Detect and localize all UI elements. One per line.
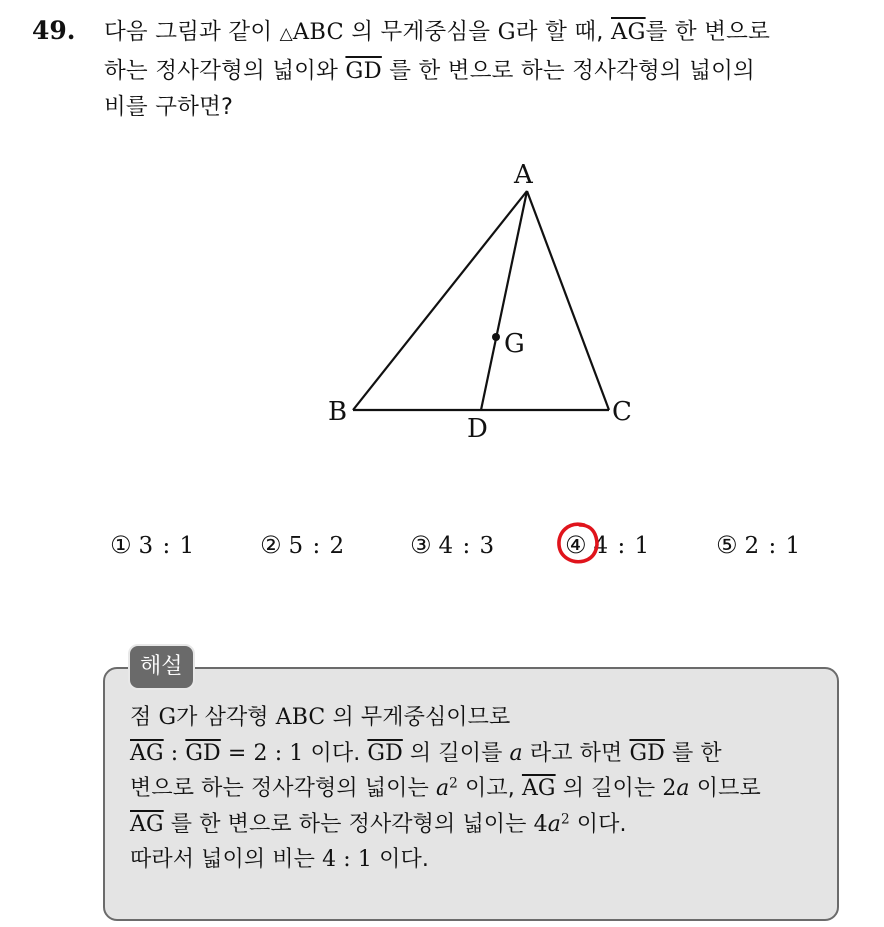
question-text-2: 의 무게중심을: [343, 19, 498, 45]
triangle-symbol: △: [279, 24, 293, 44]
sol-seg-gd-1: $\overline{GD}$: [185, 740, 221, 766]
choice-5-label: 2 : 1: [744, 533, 802, 559]
sol-line2-c: 라고 하면: [522, 740, 630, 766]
choice-1-label: 3 : 1: [138, 533, 196, 559]
choice-3[interactable]: [410, 531, 495, 559]
sol-seg-ag-1: $\overline{AG}$: [130, 740, 164, 766]
sol-var-a-4: a: [547, 811, 561, 837]
sol-seg-gd-2: $\overline{GD}$: [367, 740, 403, 766]
sol-ratio-4-1: 4 : 1: [322, 847, 373, 872]
question-text-5: 하는 정사각형의 넓이와: [104, 57, 346, 84]
sol-line1-c: 의 무게중심이므로: [325, 705, 511, 730]
centroid-label: G: [497, 19, 516, 45]
choice-5[interactable]: [716, 531, 801, 559]
label-c: C: [612, 397, 632, 427]
choice-2[interactable]: [260, 531, 345, 559]
sol-seg-ag-2: $\overline{AG}$: [521, 776, 556, 801]
sol-coef-4: 4: [533, 811, 548, 837]
centroid-point: [492, 333, 500, 341]
question-number: 49.: [32, 16, 76, 45]
median-ad: [481, 191, 527, 410]
label-b: B: [328, 397, 348, 427]
sol-line2-a: 이다.: [303, 740, 368, 766]
label-g: G: [504, 329, 525, 359]
segment-ag: $\overline{AG}$: [611, 19, 646, 45]
triangle-figure: [320, 155, 650, 455]
choice-4-label: 4 : 1: [593, 533, 651, 559]
answer-circle-mark: [554, 519, 602, 567]
question-text-1: 다음 그림과 같이: [104, 19, 280, 45]
sol-point-g: G: [158, 705, 177, 730]
sol-var-a-1: a: [509, 740, 523, 766]
question-text: [104, 14, 864, 126]
sol-line1-a: 점: [130, 705, 159, 730]
sol-line3-c: 의 길이는: [555, 776, 663, 801]
choice-4-number: ④: [565, 531, 588, 559]
question-text-6: 를 한 변으로 하는 정사각형의 넓이의: [381, 57, 755, 84]
label-a: A: [514, 160, 533, 190]
choice-1[interactable]: [110, 531, 195, 559]
choice-3-label: 4 : 3: [438, 533, 496, 559]
choice-1-number: ①: [110, 531, 133, 559]
sol-colon: :: [163, 740, 186, 766]
choice-5-number: ⑤: [716, 531, 739, 559]
segment-gd: $\overline{GD}$: [345, 57, 382, 84]
sol-line3-b: 이고,: [457, 776, 522, 801]
choice-3-number: ③: [410, 531, 433, 559]
sol-var-a-2: a: [435, 776, 450, 801]
answer-choices: [110, 531, 850, 567]
sol-seg-gd-3: $\overline{GD}$: [629, 740, 665, 766]
solution-text: [130, 700, 830, 878]
sol-line1-b: 가 삼각형: [176, 705, 276, 730]
question-text-4: 를 한 변으로: [645, 19, 771, 45]
question-text-7: 비를 구하면?: [104, 94, 234, 120]
sol-line2-d: 를 한: [664, 740, 722, 766]
choice-2-label: 5 : 2: [288, 533, 346, 559]
sol-exp-1: 2: [449, 775, 458, 792]
sol-line4-a: 를 한 변으로 하는 정사각형의 넓이는: [163, 811, 534, 837]
sol-line3-d: 이므로: [689, 776, 761, 801]
sol-ratio-2-1: = 2 : 1: [220, 740, 304, 766]
sol-line5-a: 따라서 넓이의 비는: [130, 847, 323, 872]
sol-line4-b: 이다.: [569, 811, 627, 837]
label-d: D: [467, 414, 488, 444]
triangle-name: ABC: [292, 19, 344, 45]
solution-tab: 해설: [128, 644, 195, 690]
sol-line2-b: 의 길이를: [402, 740, 510, 766]
side-ab: [353, 191, 527, 410]
question-text-3: 라 할 때,: [515, 19, 611, 45]
answer-circle-stroke: [559, 524, 597, 561]
choice-2-number: ②: [260, 531, 283, 559]
sol-exp-2: 2: [560, 811, 570, 827]
side-ac: [527, 191, 609, 410]
sol-coef-2: 2: [662, 776, 677, 801]
sol-var-a-3: a: [676, 776, 690, 801]
sol-seg-ag-3: $\overline{AG}$: [130, 811, 164, 837]
sol-line5-b: 이다.: [372, 847, 429, 872]
sol-line3-a: 변으로 하는 정사각형의 넓이는: [130, 776, 436, 801]
sol-triangle-abc: ABC: [275, 705, 326, 730]
